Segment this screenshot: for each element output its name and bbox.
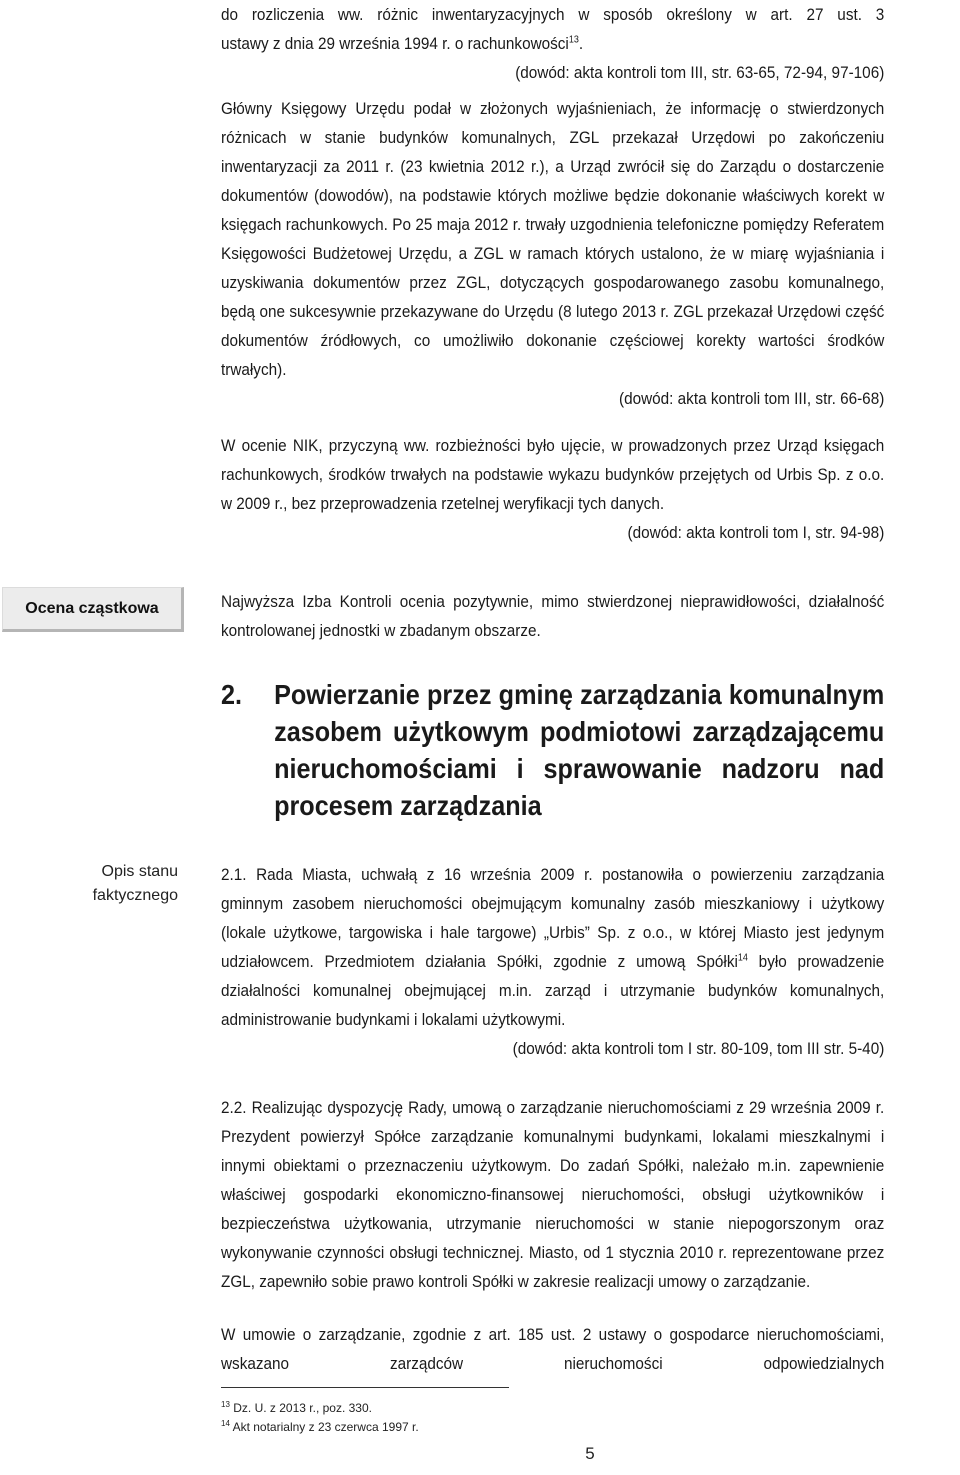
partial-assessment-text: Ocena cząstkowa bbox=[25, 599, 159, 617]
nik-opinion-text: W ocenie NIK, przyczyną ww. rozbieżności było ujęcie, w prowadzonych przez Urząd księgach rachunkowych, środków trwałych na podstawie wykazu budynków przejętych od Urbis Sp. z o.o. w 2009 r., bez przeprowadzenia rzetelnej weryfikacji tych danych. bbox=[221, 436, 885, 513]
section-heading bbox=[221, 676, 884, 824]
footnote-separator bbox=[221, 1387, 509, 1388]
nik-opinion-paragraph bbox=[221, 431, 884, 547]
paragraph-2-2 bbox=[221, 1093, 884, 1296]
footnotes bbox=[221, 1399, 821, 1437]
evidence-note: (dowód: akta kontroli tom I, str. 94-98) bbox=[627, 523, 885, 542]
page-number: 5 bbox=[585, 1444, 595, 1463]
paragraph-2-1 bbox=[221, 860, 884, 1063]
footnote-14: $^{14}$ Akt notarialny z 23 czerwca 1997 r. bbox=[221, 1419, 419, 1434]
contract-paragraph bbox=[221, 1320, 884, 1378]
explanation-paragraph bbox=[221, 94, 884, 413]
evidence-note: (dowód: akta kontroli tom I str. 80-109, tom III str. 5-40) bbox=[512, 1039, 885, 1058]
intro-line-1: do rozliczenia ww. różnic inwentaryzacyjnych w sposób określony w art. 27 ust. 3 bbox=[221, 5, 885, 24]
footnote-13: $^{13}$ Dz. U. z 2013 r., poz. 330. bbox=[221, 1400, 372, 1415]
intro-line-2: ustawy z dnia 29 września 1994 r. o rachunkowości$^{13}$. bbox=[221, 34, 584, 53]
paragraph-2-1-text: 2.1. Rada Miasta, uchwałą z 16 września 2009 r. postanowiła o powierzeniu zarządzania gminnym zasobem nieruchomości obejmującym komunalny zasób mieszkaniowy i użytkowy (lokale użytkowe, targowiska i hale targowe) „Urbis” Sp. z o.o., w której Miasto jest jedynym udziałowcem. Przedmiotem działania Spółki, zgodnie z umową Spółki$^{14}$ było prowadzenie działalności komunalnej obejmującej m.in. zarząd i utrzymanie budynków komunalnych, administrowanie budynkami i lokalami użytkowymi. bbox=[221, 865, 885, 1029]
explanation-text: Główny Księgowy Urzędu podał w złożonych wyjaśnieniach, że informację o stwierdzonych różnicach w stanie budynków komunalnych, ZGL przekazał Urzędowi po zakończeniu inwentaryzacji za 2011 r. (23 kwietnia 2012 r.), a Urząd zwrócił się do Zarządu o dostarczenie dokumentów (dowodów), na podstawie których możliwe będzie dokonanie właściwych korekt w księgach rachunkowych. Po 25 maja 2012 r. trwały uzgodnienia telefoniczne pomiędzy Referatem Księgowości Budżetowej Urzędu, a ZGL w ramach których ustalono, że w miarę wyjaśniania i uzyskiwania dokumentów przez ZGL, dotyczących gospodarowanego zasobu komunalnego, będą one sukcesywnie przekazywane do Urzędu (8 lutego 2013 r. ZGL przekazał Urzędowi część dokumentów źródłowych, co umożliwiło dokonanie częściowej korekty wartości środków trwałych). bbox=[221, 99, 885, 379]
contract-text: W umowie o zarządzanie, zgodnie z art. 185 ust. 2 ustawy o gospodarce nieruchomościami, wskazano zarządców nieruchomości odpowiedzialnych bbox=[221, 1325, 885, 1373]
assessment-text: Najwyższa Izba Kontroli ocenia pozytywnie, mimo stwierdzonej nieprawidłowości, działalność kontrolowanej jednostki w zbadanym obszarze. bbox=[221, 592, 885, 640]
section-title: Powierzanie przez gminę zarządzania komunalnym zasobem użytkowym podmiotowi zarządzającemu nieruchomościami i sprawowanie nadzoru nad procesem zarządzania bbox=[274, 679, 885, 821]
intro-block bbox=[221, 0, 884, 87]
section-number: 2. bbox=[221, 679, 243, 710]
assessment-paragraph bbox=[221, 587, 884, 645]
evidence-note: (dowód: akta kontroli tom III, str. 66-68) bbox=[618, 389, 885, 408]
footnote-ref-14[interactable]: 14 bbox=[737, 952, 748, 964]
footnote-ref-13[interactable]: 13 bbox=[568, 34, 579, 46]
facts-label-line-1: Opis stanu bbox=[101, 863, 178, 880]
facts-description-label bbox=[60, 860, 178, 908]
evidence-note: (dowód: akta kontroli tom III, str. 63-65, 72-94, 97-106) bbox=[515, 63, 885, 82]
partial-assessment-label bbox=[2, 587, 184, 632]
paragraph-2-2-text: 2.2. Realizując dyspozycję Rady, umową o zarządzanie nieruchomościami z 29 września 2009 r. Prezydent powierzył Spółce zarządzanie komunalnymi budynkami, lokalami mieszkalnymi i innymi obiektami o przeznaczeniu użytkowym. Do zadań Spółki, należało m.in. zapewnienie właściwej gospodarki ekonomiczno-finansowej nieruchomości, obsługi użytkowników i bezpieczeństwa użytkowania, utrzymanie nieruchomości w stanie niepogorszonym oraz wykonywanie czynności obsługi technicznej. Miasto, od 1 stycznia 2010 r. reprezentowane przez ZGL, zapewniło sobie prawo kontroli Spółki w zakresie realizacji umowy o zarządzanie. bbox=[221, 1098, 885, 1291]
facts-label-line-2: faktycznego bbox=[92, 887, 178, 904]
